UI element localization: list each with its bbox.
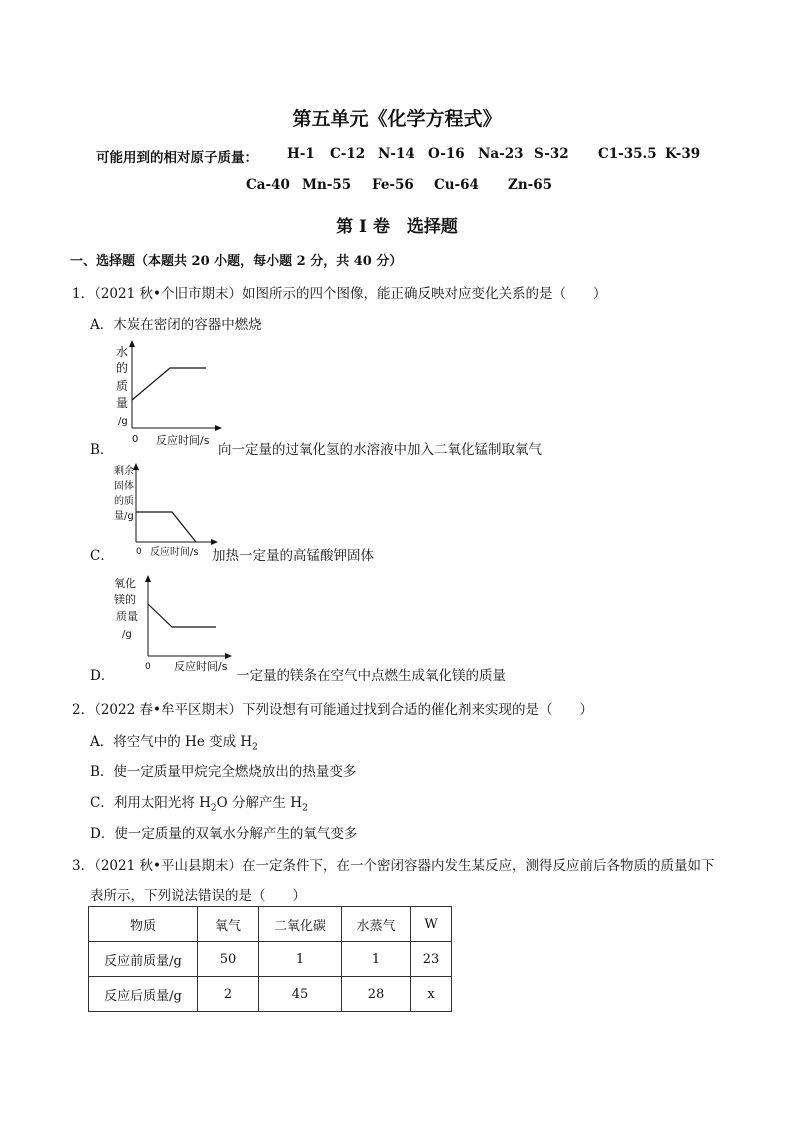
question-2-option-a bbox=[90, 730, 258, 753]
subscript: 2 bbox=[302, 803, 308, 814]
atomic-mass-item: S-32 bbox=[534, 146, 569, 162]
atomic-mass-item: C-12 bbox=[330, 146, 366, 162]
subscript: 2 bbox=[210, 803, 217, 814]
part-heading: 一、选择题（本题共 20 小题，每小题 2 分，共 40 分） bbox=[70, 254, 403, 269]
origin-label: 0 bbox=[145, 662, 151, 672]
atomic-mass-item: N-14 bbox=[378, 146, 415, 162]
x-label: 反应时间/s bbox=[156, 434, 210, 447]
atomic-mass-item: Cu-64 bbox=[434, 177, 479, 193]
option-text: 使一定质量的双氧水分解产生的氧气变多 bbox=[114, 826, 358, 842]
y-label: 固体 bbox=[114, 481, 134, 492]
question-2-stem: 2．（2022 春•牟平区期末）下列设想有可能通过找到合适的催化剂来实现的是（ ） bbox=[72, 702, 593, 718]
atomic-mass-item: Zn-65 bbox=[508, 177, 553, 193]
table-cell: 50 bbox=[198, 942, 259, 977]
table-header: 氧气 bbox=[198, 907, 259, 942]
question-1-option-c-text: 加热一定量的高锰酸钾固体 bbox=[212, 548, 374, 564]
question-1-stem: 1．（2021 秋•个旧市期末）如图所示的四个图像，能正确反映对应变化关系的是（ ） bbox=[72, 286, 607, 302]
option-text: 使一定质量甲烷完全燃烧放出的热量变多 bbox=[113, 764, 357, 780]
table-header: 水蒸气 bbox=[342, 907, 411, 942]
atomic-mass-item: Mn-55 bbox=[302, 177, 352, 193]
x-label: 反应时间/s bbox=[150, 547, 199, 558]
option-text: O 分解产生 H bbox=[216, 795, 303, 811]
question-2-option-c bbox=[90, 791, 308, 814]
origin-label: 0 bbox=[132, 434, 139, 445]
atomic-mass-item: C1-35.5 bbox=[598, 146, 657, 162]
y-label: 量 bbox=[116, 396, 129, 410]
table-cell: 1 bbox=[259, 942, 342, 977]
graph-b-svg bbox=[112, 462, 222, 558]
x-axis-arrow bbox=[215, 425, 222, 431]
x-label: 反应时间/s bbox=[174, 660, 228, 673]
x-axis-arrow bbox=[225, 653, 232, 659]
atomic-mass-item: Fe-56 bbox=[372, 177, 414, 193]
y-axis-arrow bbox=[145, 575, 151, 582]
atomic-mass-item: Na-23 bbox=[478, 146, 524, 162]
graph-a bbox=[108, 340, 228, 450]
y-axis-arrow bbox=[129, 340, 135, 347]
y-label: 质 bbox=[116, 379, 129, 393]
option-letter: C． bbox=[90, 795, 114, 811]
question-3-stem-line-2: 表所示，下列说法错误的是（ ） bbox=[90, 888, 306, 904]
table-header: W bbox=[411, 907, 452, 942]
origin-label: 0 bbox=[136, 547, 142, 557]
atomic-mass-item: K-39 bbox=[665, 146, 701, 162]
y-label: 质量 bbox=[116, 610, 138, 623]
graph-a-svg bbox=[108, 340, 228, 450]
table-cell: 45 bbox=[259, 977, 342, 1012]
question-1-option-b-text: 向一定量的过氧化氢的水溶液中加入二氧化锰制取氧气 bbox=[218, 442, 542, 458]
option-letter: A． bbox=[90, 317, 114, 333]
y-label: /g bbox=[122, 629, 132, 640]
table-header-row bbox=[89, 907, 452, 942]
graph-c bbox=[112, 574, 242, 674]
atomic-mass-item: O-16 bbox=[428, 146, 465, 162]
mass-table bbox=[88, 906, 452, 1012]
y-label: 氧化 bbox=[114, 577, 136, 590]
option-text: 木炭在密闭的容器中燃烧 bbox=[113, 317, 262, 333]
option-text: 将空气中的 He 变成 H bbox=[113, 734, 253, 750]
graph-c-svg bbox=[112, 574, 242, 674]
option-text: 利用太阳光将 H bbox=[113, 795, 211, 811]
table-cell: 反应前质量/g bbox=[89, 942, 198, 977]
curve bbox=[132, 368, 206, 400]
question-1-option-c-letter: C． bbox=[90, 548, 114, 564]
atomic-mass-item: Ca-40 bbox=[246, 177, 290, 193]
table-cell: 1 bbox=[342, 942, 411, 977]
table-cell: 2 bbox=[198, 977, 259, 1012]
table-row bbox=[89, 942, 452, 977]
option-letter: B． bbox=[90, 764, 114, 780]
table-cell: 28 bbox=[342, 977, 411, 1012]
question-2-option-d bbox=[90, 822, 357, 842]
y-label: 水 bbox=[116, 345, 129, 359]
question-1-option-d-letter: D． bbox=[90, 668, 115, 684]
page-title: 第五单元《化学方程式》 bbox=[292, 108, 502, 130]
question-3-stem-line-1: 3．（2021 秋•平山县期末）在一定条件下，在一个密闭容器内发生某反应，测得反应前后各物质的质量如下 bbox=[72, 858, 715, 874]
y-label: 剩余 bbox=[114, 466, 134, 477]
subscript: 2 bbox=[252, 742, 258, 753]
table-cell: x bbox=[411, 977, 452, 1012]
option-letter: A． bbox=[90, 734, 114, 750]
section-title: 第 I 卷 选择题 bbox=[336, 217, 458, 237]
y-label: 的 bbox=[116, 361, 129, 375]
table-header: 二氧化碳 bbox=[259, 907, 342, 942]
table-cell: 反应后质量/g bbox=[89, 977, 198, 1012]
y-label: /g bbox=[118, 416, 128, 427]
y-label: 镁的 bbox=[114, 593, 136, 606]
atomic-mass-item: H-1 bbox=[287, 146, 315, 162]
table-header: 物质 bbox=[89, 907, 198, 942]
y-label: 量/g bbox=[114, 511, 134, 522]
question-1-option-b-letter: B． bbox=[90, 442, 114, 458]
table-cell: 23 bbox=[411, 942, 452, 977]
graph-b bbox=[112, 462, 222, 558]
table-row bbox=[89, 977, 452, 1012]
atomic-mass-label: 可能用到的相对原子质量： bbox=[96, 150, 258, 166]
y-label: 的质 bbox=[114, 496, 134, 507]
curve bbox=[148, 604, 216, 627]
question-1-option-a bbox=[90, 313, 262, 333]
question-2-option-b bbox=[90, 760, 356, 780]
option-letter: D． bbox=[90, 826, 115, 842]
curve bbox=[136, 512, 196, 542]
question-1-option-d-text: 一定量的镁条在空气中点燃生成氧化镁的质量 bbox=[236, 668, 506, 684]
